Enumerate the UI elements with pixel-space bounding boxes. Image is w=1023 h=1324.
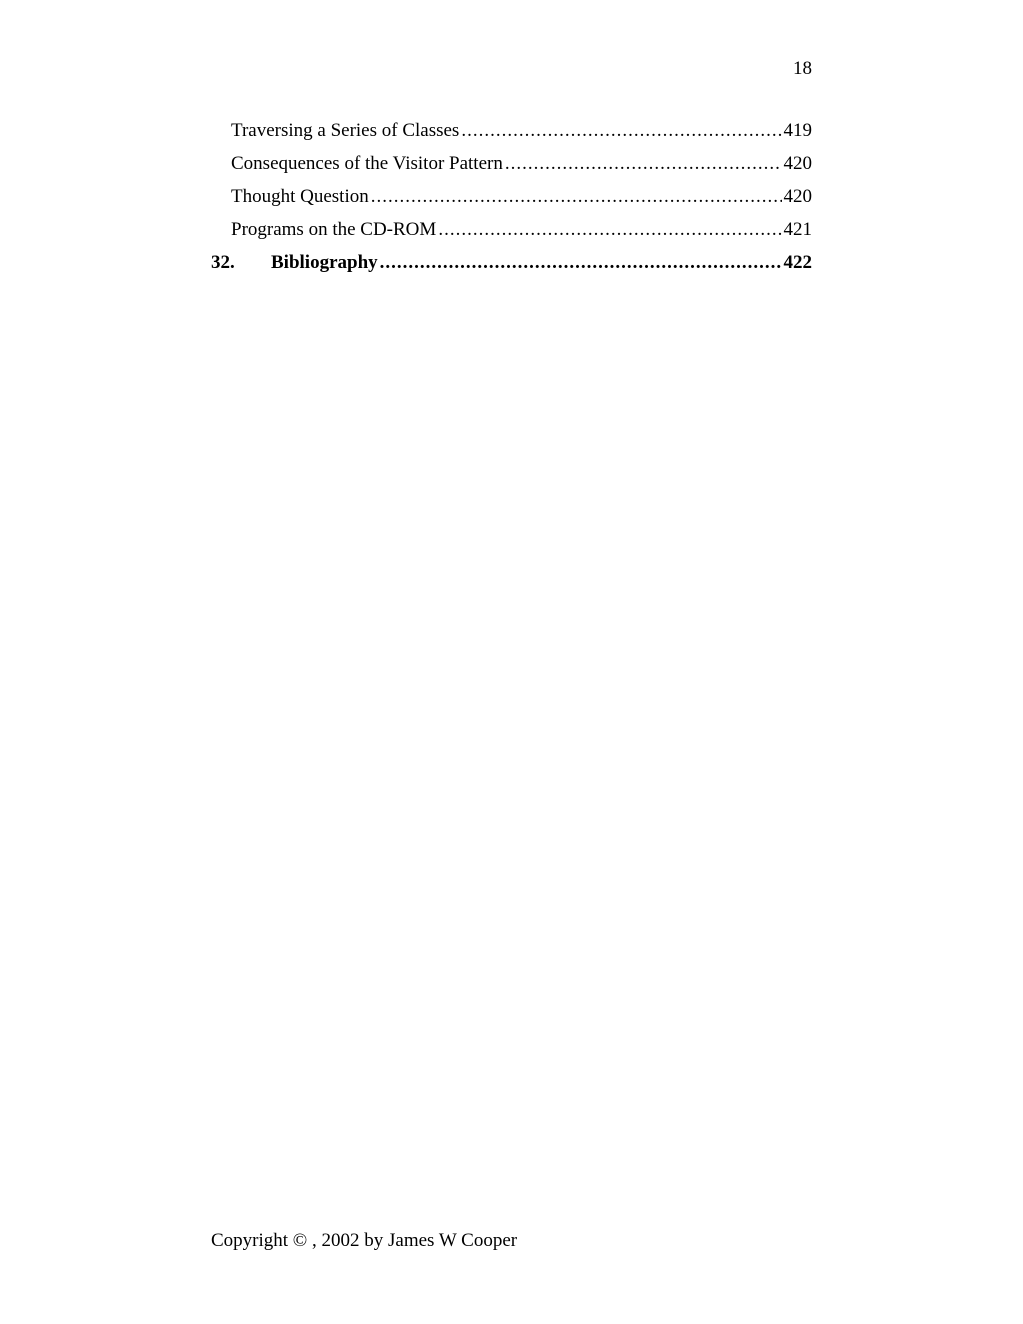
toc-entry — [211, 119, 812, 152]
toc-entry-title: Programs on the CD-ROM — [231, 219, 437, 240]
toc-entry — [211, 185, 812, 218]
toc-leader-dots — [371, 185, 782, 209]
toc-entry-title: Thought Question — [231, 186, 369, 207]
toc-entry-page: 421 — [783, 219, 812, 240]
toc-entry-page: 420 — [783, 186, 812, 207]
table-of-contents — [211, 119, 812, 284]
page-number: 18 — [793, 58, 812, 79]
toc-chapter-entry — [211, 251, 812, 284]
toc-chapter-title: Bibliography — [271, 252, 378, 273]
toc-chapter-number: 32. — [211, 252, 235, 273]
toc-leader-dots — [505, 152, 782, 176]
toc-chapter-page: 422 — [783, 252, 812, 273]
toc-entry-page: 419 — [783, 120, 812, 141]
toc-leader-dots — [380, 251, 782, 275]
toc-leader-dots — [461, 119, 781, 143]
toc-entry-title: Consequences of the Visitor Pattern — [231, 153, 503, 174]
toc-entry — [211, 218, 812, 251]
copyright-footer: Copyright © , 2002 by James W Cooper — [211, 1230, 518, 1251]
toc-leader-dots — [438, 218, 781, 242]
toc-entry-page: 420 — [783, 153, 812, 174]
toc-entry — [211, 152, 812, 185]
toc-entry-title: Traversing a Series of Classes — [231, 120, 460, 141]
